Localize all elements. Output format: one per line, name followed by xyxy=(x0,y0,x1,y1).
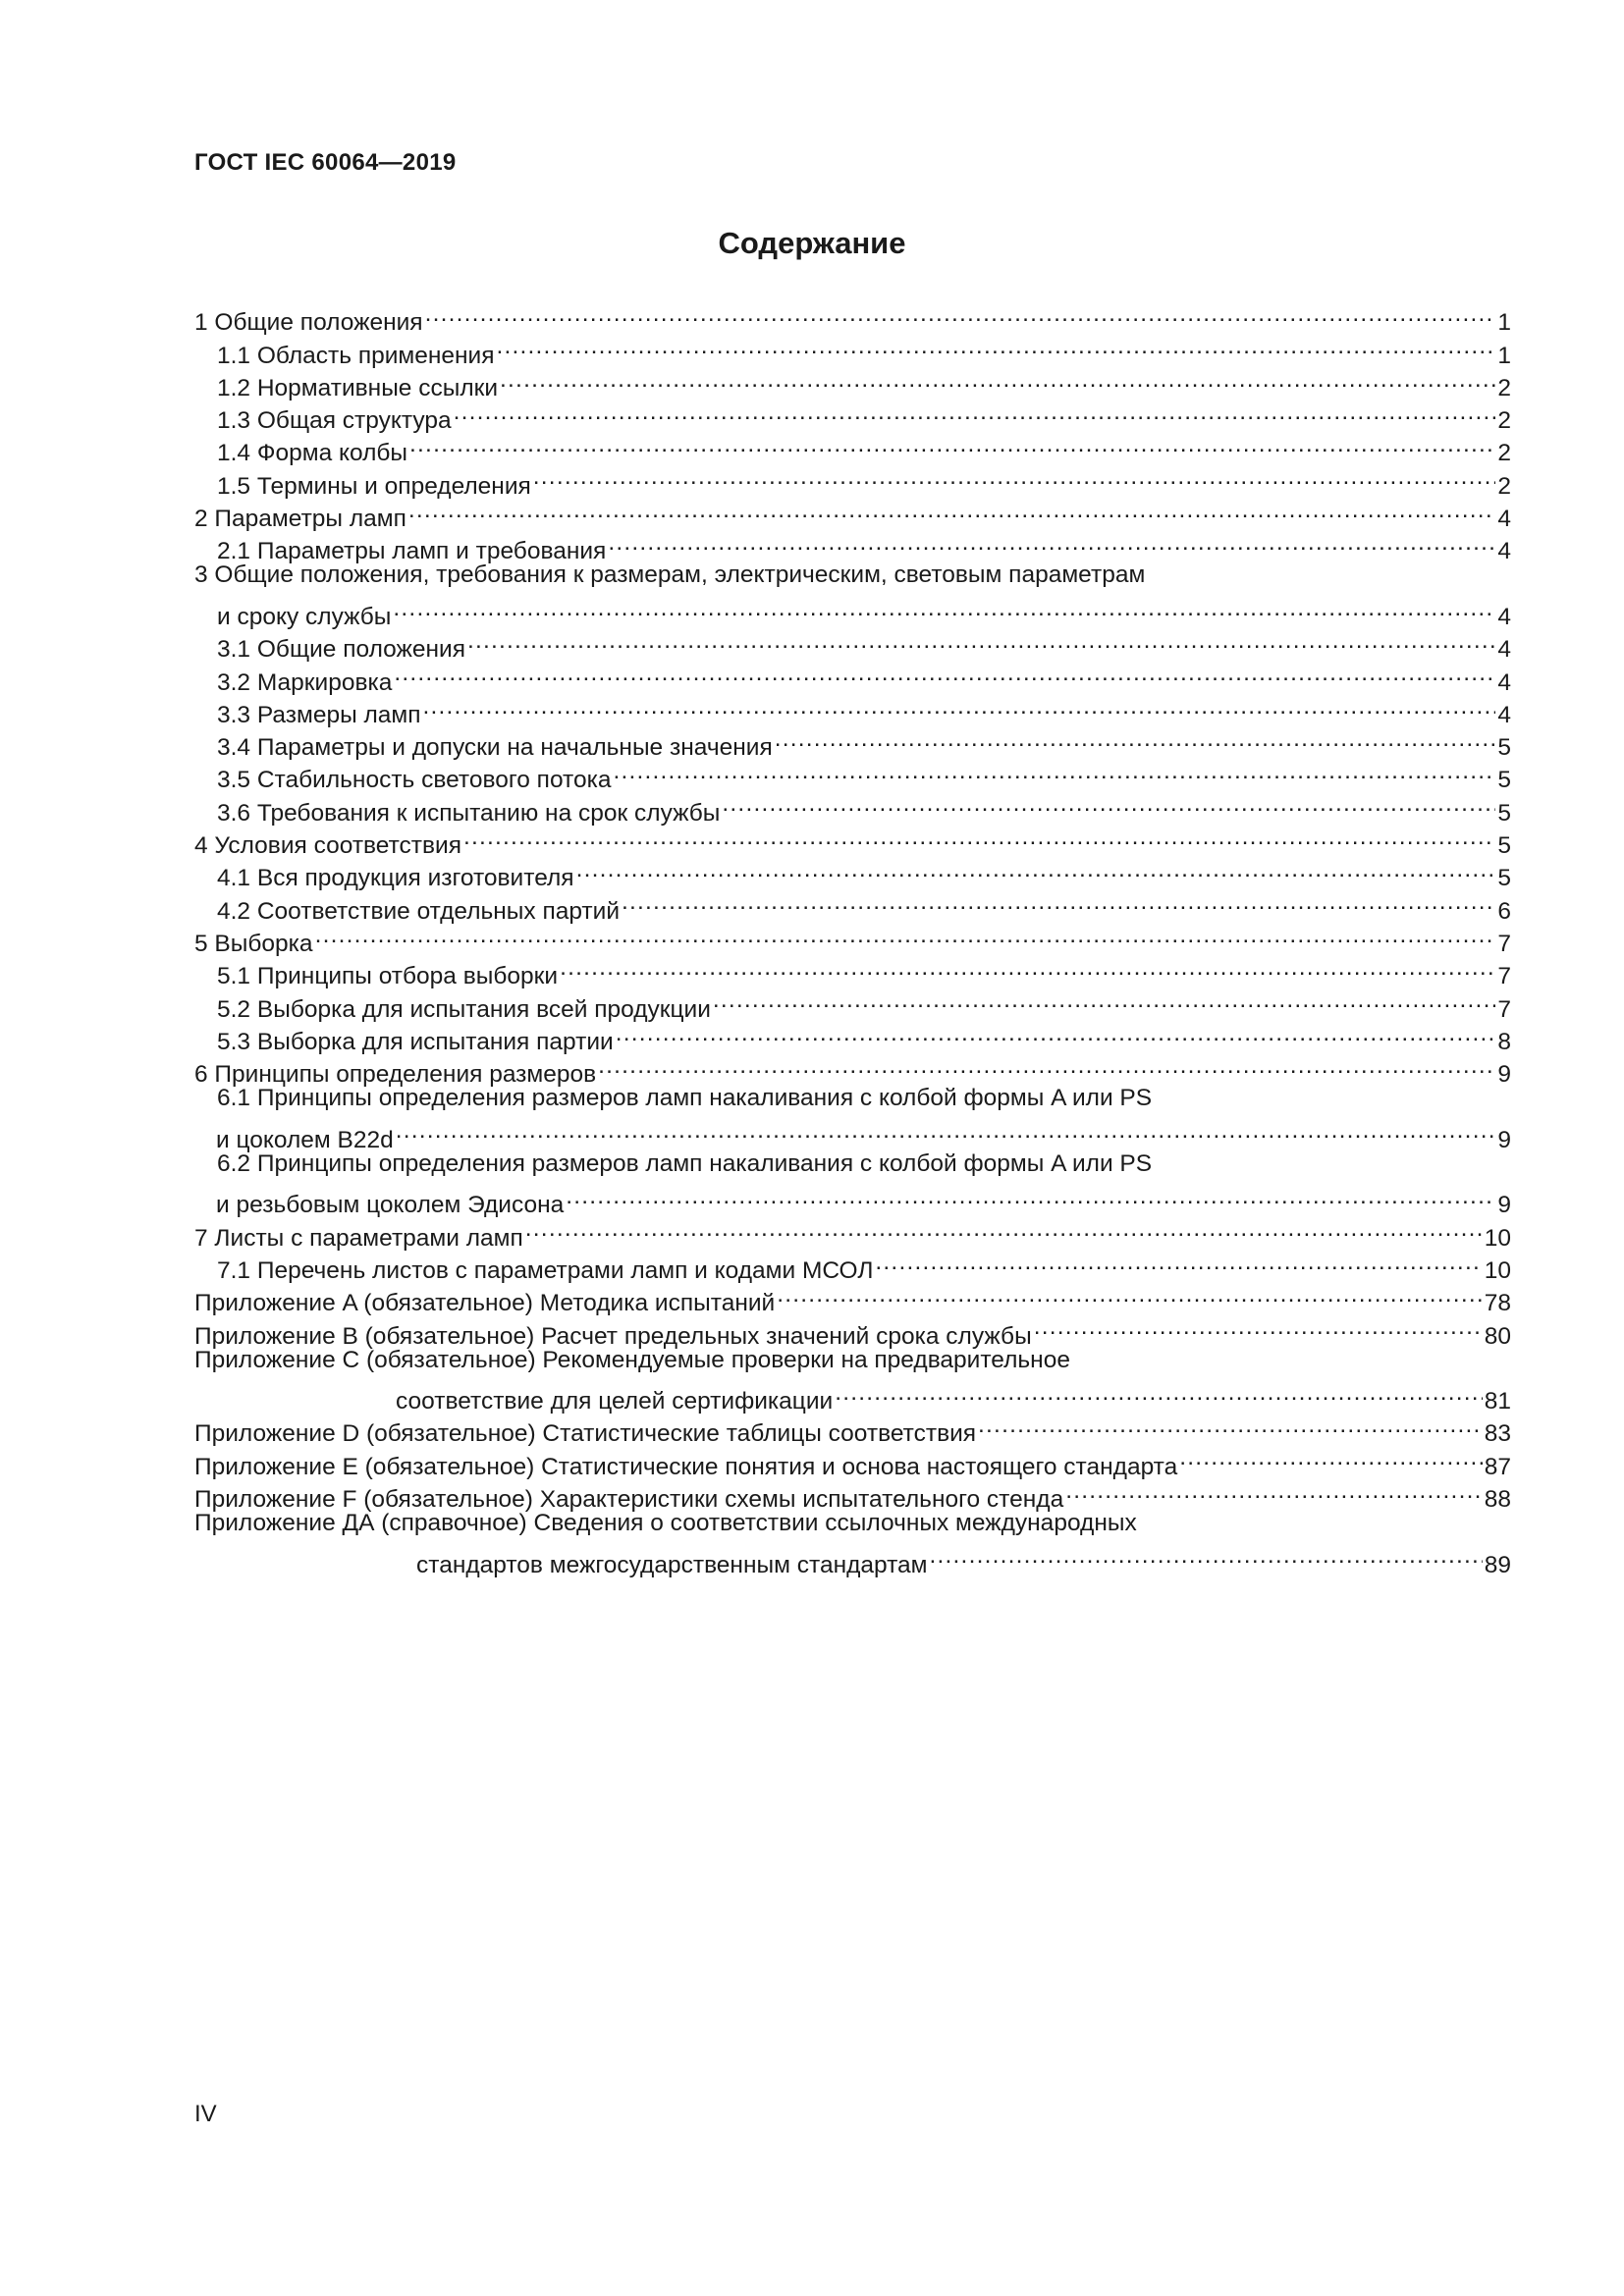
toc-entry-label: 7 Листы с параметрами ламп xyxy=(194,1224,523,1252)
dot-leader xyxy=(875,1246,1482,1278)
toc-entry xyxy=(194,1441,1511,1480)
dot-leader xyxy=(978,1409,1483,1441)
toc-entry xyxy=(194,690,1511,728)
toc-entry-page: 88 xyxy=(1484,1485,1511,1513)
toc-entry-label: Приложение E (обязательное) Статистические понятия и основа настоящего стандарта xyxy=(194,1453,1178,1480)
toc-entry xyxy=(194,1507,1511,1539)
dot-leader xyxy=(616,1017,1496,1049)
toc-entry xyxy=(194,853,1511,892)
toc-entry-label: 1.2 Нормативные ссылки xyxy=(217,374,499,401)
toc-entry-label: 6 Принципы определения размеров xyxy=(194,1061,597,1089)
toc-entry-label: Приложение A (обязательное) Методика испытаний xyxy=(194,1290,776,1317)
dot-leader xyxy=(1065,1474,1483,1507)
dot-leader xyxy=(533,460,1496,493)
toc-entry-label: 5.2 Выборка для испытания всей продукции xyxy=(217,995,711,1023)
toc-entry-page: 7 xyxy=(1497,963,1511,990)
toc-entry-label: 3.4 Параметры и допуски на начальные значения xyxy=(217,734,773,762)
toc-entry-label: 3.6 Требования к испытанию на срок службы xyxy=(217,799,721,827)
toc-entry xyxy=(194,1409,1511,1448)
dot-leader xyxy=(497,330,1496,362)
toc-entry xyxy=(194,1539,1511,1578)
toc-entry-label: 3.5 Стабильность светового потока xyxy=(217,767,612,794)
dot-leader xyxy=(622,885,1495,918)
toc-entry-label: и цоколем B22d xyxy=(216,1126,394,1153)
toc-entry-label: Приложение ДА (справочное) Сведения о соответствии ссылочных международных xyxy=(194,1509,1137,1536)
toc-entry-label: 6.2 Принципы определения размеров ламп накаливания с колбой формы A или PS xyxy=(217,1149,1153,1177)
toc-entry-page: 4 xyxy=(1497,538,1511,565)
toc-entry xyxy=(194,885,1511,925)
dot-leader xyxy=(467,624,1495,657)
toc-entry-label: Приложение B (обязательное) Расчет предельных значений срока службы xyxy=(194,1322,1032,1350)
toc-entry-label: Приложение F (обязательное) Характеристики схемы испытательного стенда xyxy=(194,1485,1064,1513)
toc-entry xyxy=(194,559,1511,591)
dot-leader xyxy=(608,526,1495,559)
toc-entry xyxy=(194,1114,1511,1153)
dot-leader xyxy=(463,821,1495,853)
dot-leader xyxy=(393,592,1495,624)
dot-leader xyxy=(425,297,1496,330)
toc-entry-page: 9 xyxy=(1497,1192,1511,1219)
toc-entry-page: 6 xyxy=(1497,897,1511,925)
dot-leader xyxy=(525,1212,1483,1245)
toc-entry-page: 10 xyxy=(1484,1224,1511,1252)
dot-leader xyxy=(423,690,1496,722)
toc-entry-page: 1 xyxy=(1497,309,1511,337)
toc-entry xyxy=(194,1376,1511,1415)
toc-entry-label: 3 Общие положения, требования к размерам, электрическим, световым параметрам xyxy=(194,561,1146,589)
dot-leader xyxy=(408,494,1495,526)
toc-entry xyxy=(194,1082,1511,1114)
toc-entry xyxy=(194,951,1511,990)
toc-entry-page: 9 xyxy=(1497,1061,1511,1089)
dot-leader xyxy=(1179,1441,1483,1473)
toc-entry xyxy=(194,657,1511,696)
toc-entry xyxy=(194,363,1511,401)
toc-entry-label: 1.1 Область применения xyxy=(217,342,495,369)
toc-entry-page: 2 xyxy=(1497,374,1511,401)
toc-entry-label: 5.1 Принципы отбора выборки xyxy=(217,963,559,990)
toc-entry-label: 1.4 Форма колбы xyxy=(217,440,408,467)
toc-entry-label: 4.2 Соответствие отдельных партий xyxy=(217,897,621,925)
dot-leader xyxy=(614,755,1496,787)
dot-leader xyxy=(576,853,1496,885)
toc-entry-label: соответствие для целей сертификации xyxy=(396,1388,834,1415)
toc-entry-page: 89 xyxy=(1484,1551,1511,1578)
toc-entry-page: 2 xyxy=(1497,407,1511,435)
dot-leader xyxy=(500,363,1495,396)
dot-leader xyxy=(777,1278,1483,1310)
dot-leader xyxy=(775,722,1496,755)
toc-entry xyxy=(194,1278,1511,1317)
toc-entry-label: Приложение D (обязательное) Статистические таблицы соответствия xyxy=(194,1420,977,1448)
toc-entry xyxy=(194,787,1511,827)
dot-leader xyxy=(598,1049,1495,1082)
dot-leader xyxy=(930,1539,1483,1572)
toc-entry-page: 2 xyxy=(1497,440,1511,467)
dot-leader xyxy=(315,919,1496,951)
toc-entry-label: 3.2 Маркировка xyxy=(217,668,393,696)
toc-entry xyxy=(194,1017,1511,1055)
toc-entry-page: 4 xyxy=(1497,506,1511,533)
toc-entry xyxy=(194,396,1511,435)
toc-entry-label: 1.5 Термины и определения xyxy=(217,472,531,500)
toc-entry xyxy=(194,1180,1511,1219)
dot-leader xyxy=(835,1376,1483,1409)
toc-entry-page: 5 xyxy=(1497,799,1511,827)
toc-entry-label: и резьбовым цоколем Эдисона xyxy=(216,1192,565,1219)
dot-leader xyxy=(560,951,1495,984)
toc-entry xyxy=(194,1310,1511,1350)
table-of-contents xyxy=(194,297,1511,1578)
dot-leader xyxy=(1034,1310,1483,1343)
toc-entry-label: 3.3 Размеры ламп xyxy=(217,701,421,728)
dot-leader xyxy=(409,428,1495,460)
toc-entry-page: 4 xyxy=(1497,603,1511,630)
toc-entry xyxy=(194,1344,1511,1376)
toc-entry xyxy=(194,1148,1511,1180)
toc-entry-label: 2 Параметры ламп xyxy=(194,506,406,533)
toc-entry-page: 5 xyxy=(1497,734,1511,762)
toc-entry-page: 4 xyxy=(1497,668,1511,696)
toc-entry-page: 5 xyxy=(1497,767,1511,794)
toc-entry xyxy=(194,1049,1511,1089)
toc-entry xyxy=(194,297,1511,337)
dot-leader xyxy=(713,984,1495,1016)
toc-entry-label: и сроку службы xyxy=(217,603,392,630)
toc-entry-label: 5.3 Выборка для испытания партии xyxy=(217,1028,614,1055)
toc-entry-page: 7 xyxy=(1497,930,1511,957)
toc-entry-page: 5 xyxy=(1497,865,1511,892)
toc-entry-label: Приложение C (обязательное) Рекомендуемые проверки на предварительное xyxy=(194,1346,1070,1373)
dot-leader xyxy=(396,1114,1496,1147)
toc-entry-label: 1 Общие положения xyxy=(194,309,423,337)
toc-entry-page: 4 xyxy=(1497,701,1511,728)
toc-entry-label: стандартов межгосударственным стандартам xyxy=(416,1551,928,1578)
toc-entry xyxy=(194,330,1511,369)
toc-entry-label: 7.1 Перечень листов с параметрами ламп и кодами МСОЛ xyxy=(217,1256,874,1284)
toc-entry xyxy=(194,460,1511,500)
toc-entry-page: 1 xyxy=(1497,342,1511,369)
toc-entry-page: 4 xyxy=(1497,636,1511,664)
toc-entry-page: 7 xyxy=(1497,995,1511,1023)
toc-entry-page: 83 xyxy=(1484,1420,1511,1448)
toc-entry xyxy=(194,984,1511,1023)
toc-entry-page: 2 xyxy=(1497,472,1511,500)
page-number: IV xyxy=(194,2101,217,2127)
toc-entry-label: 4.1 Вся продукция изготовителя xyxy=(217,865,574,892)
toc-entry-label: 5 Выборка xyxy=(194,930,313,957)
toc-entry-label: 1.3 Общая структура xyxy=(217,407,452,435)
toc-entry xyxy=(194,624,1511,664)
toc-entry xyxy=(194,722,1511,762)
toc-entry xyxy=(194,821,1511,860)
document-code: ГОСТ IEC 60064—2019 xyxy=(194,149,457,176)
toc-entry xyxy=(194,755,1511,794)
dot-leader xyxy=(566,1180,1495,1212)
toc-entry xyxy=(194,494,1511,533)
toc-entry-page: 10 xyxy=(1484,1256,1511,1284)
toc-entry xyxy=(194,428,1511,467)
dot-leader xyxy=(454,396,1496,428)
toc-entry-page: 78 xyxy=(1484,1290,1511,1317)
toc-entry xyxy=(194,1212,1511,1252)
page-title: Содержание xyxy=(718,226,906,260)
toc-entry-page: 81 xyxy=(1484,1388,1511,1415)
toc-entry-label: 2.1 Параметры ламп и требования xyxy=(217,538,607,565)
toc-entry xyxy=(194,1246,1511,1284)
toc-entry xyxy=(194,592,1511,630)
toc-entry-label: 3.1 Общие положения xyxy=(217,636,466,664)
toc-entry xyxy=(194,919,1511,957)
dot-leader xyxy=(394,657,1495,689)
toc-entry-page: 80 xyxy=(1484,1322,1511,1350)
toc-entry-label: 6.1 Принципы определения размеров ламп накаливания с колбой формы A или PS xyxy=(217,1085,1153,1112)
toc-entry xyxy=(194,1474,1511,1513)
dot-leader xyxy=(722,787,1495,820)
toc-entry xyxy=(194,526,1511,565)
toc-entry-page: 8 xyxy=(1497,1028,1511,1055)
toc-entry-page: 5 xyxy=(1497,832,1511,860)
toc-entry-page: 87 xyxy=(1484,1453,1511,1480)
toc-entry-page: 9 xyxy=(1497,1126,1511,1153)
toc-entry-label: 4 Условия соответствия xyxy=(194,832,461,860)
